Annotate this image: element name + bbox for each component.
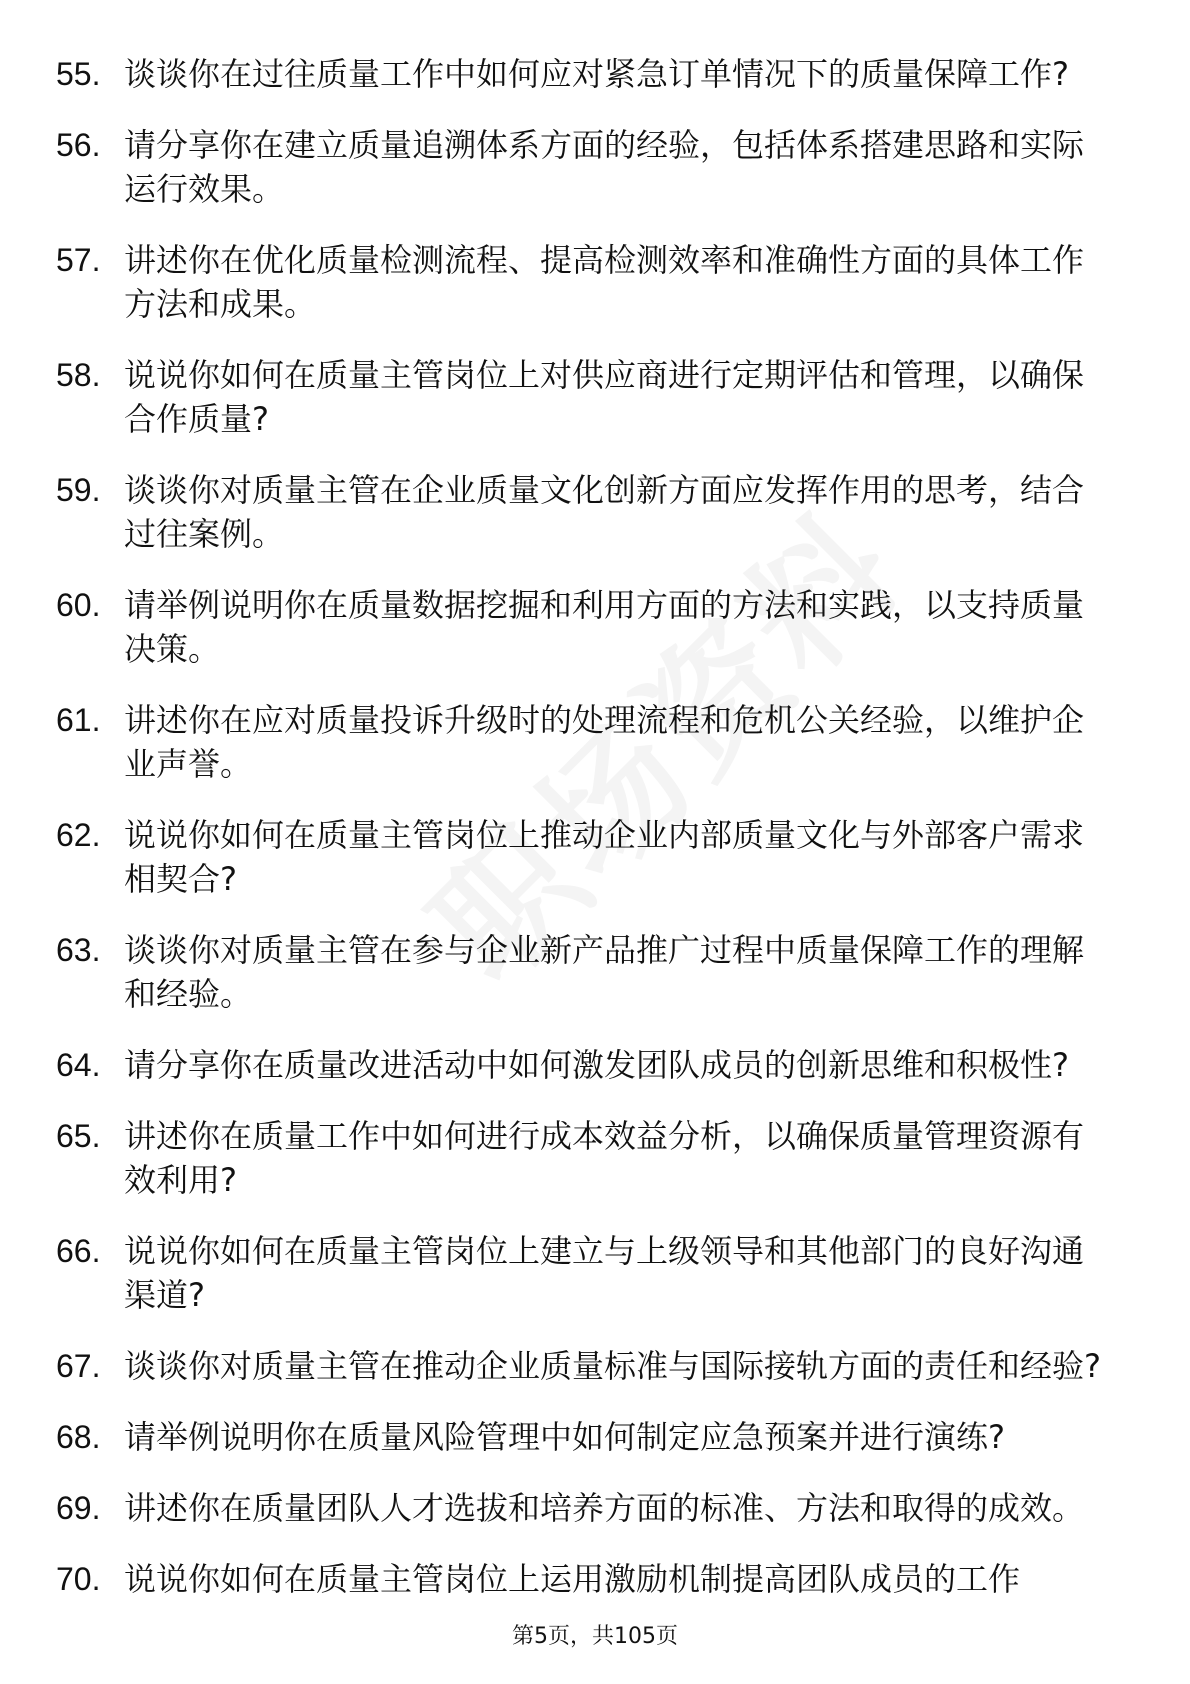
question-item: [56, 123, 1106, 211]
question-text: 谈谈你对质量主管在推动企业质量标准与国际接轨方面的责任和经验?: [124, 1347, 1101, 1385]
question-text: 讲述你在优化质量检测流程、提高检测效率和准确性方面的具体工作方法和成果。: [124, 241, 1085, 323]
question-number: 55.: [56, 56, 101, 92]
question-number: 64.: [56, 1047, 101, 1083]
question-text: 说说你如何在质量主管岗位上运用激励机制提高团队成员的工作: [124, 1560, 1021, 1598]
question-item: [56, 1486, 1106, 1530]
question-number: 56.: [56, 127, 101, 163]
question-item: [56, 1344, 1106, 1388]
question-number: 60.: [56, 587, 101, 623]
question-text: 请举例说明你在质量风险管理中如何制定应急预案并进行演练?: [124, 1418, 1005, 1456]
question-text: 请举例说明你在质量数据挖掘和利用方面的方法和实践，以支持质量决策。: [124, 586, 1085, 668]
question-item: [56, 1415, 1106, 1459]
question-item: [56, 1043, 1106, 1087]
question-item: [56, 1229, 1106, 1317]
question-text: 谈谈你对质量主管在企业质量文化创新方面应发挥作用的思考，结合过往案例。: [124, 471, 1085, 553]
question-text: 谈谈你在过往质量工作中如何应对紧急订单情况下的质量保障工作?: [124, 55, 1069, 93]
question-number: 57.: [56, 242, 101, 278]
question-text: 请分享你在建立质量追溯体系方面的经验，包括体系搭建思路和实际运行效果。: [124, 126, 1085, 208]
question-text: 讲述你在质量工作中如何进行成本效益分析，以确保质量管理资源有效利用?: [124, 1117, 1085, 1199]
question-number: 68.: [56, 1419, 101, 1455]
question-number: 61.: [56, 702, 101, 738]
question-number: 66.: [56, 1233, 101, 1269]
question-item: [56, 353, 1106, 441]
question-text: 讲述你在质量团队人才选拔和培养方面的标准、方法和取得的成效。: [124, 1489, 1085, 1527]
question-item: [56, 583, 1106, 671]
question-item: [56, 813, 1106, 901]
question-number: 62.: [56, 817, 101, 853]
question-text: 讲述你在应对质量投诉升级时的处理流程和危机公关经验，以维护企业声誉。: [124, 701, 1085, 783]
page-footer: 第5页，共105页: [512, 1624, 678, 1649]
question-item: [56, 928, 1106, 1016]
question-text: 说说你如何在质量主管岗位上建立与上级领导和其他部门的良好沟通渠道?: [124, 1232, 1085, 1314]
question-text: 请分享你在质量改进活动中如何激发团队成员的创新思维和积极性?: [124, 1046, 1069, 1084]
question-item: [56, 468, 1106, 556]
question-number: 67.: [56, 1348, 101, 1384]
question-item: [56, 238, 1106, 326]
question-number: 65.: [56, 1118, 101, 1154]
question-text: 谈谈你对质量主管在参与企业新产品推广过程中质量保障工作的理解和经验。: [124, 931, 1085, 1013]
question-number: 59.: [56, 472, 101, 508]
question-text: 说说你如何在质量主管岗位上推动企业内部质量文化与外部客户需求相契合?: [124, 816, 1085, 898]
question-item: [56, 1557, 1106, 1601]
question-item: [56, 52, 1106, 96]
question-list: [56, 52, 1106, 1628]
question-number: 58.: [56, 357, 101, 393]
question-number: 70.: [56, 1561, 101, 1597]
question-text: 说说你如何在质量主管岗位上对供应商进行定期评估和管理，以确保合作质量?: [124, 356, 1085, 438]
question-item: [56, 1114, 1106, 1202]
question-number: 63.: [56, 932, 101, 968]
question-item: [56, 698, 1106, 786]
question-number: 69.: [56, 1490, 101, 1526]
